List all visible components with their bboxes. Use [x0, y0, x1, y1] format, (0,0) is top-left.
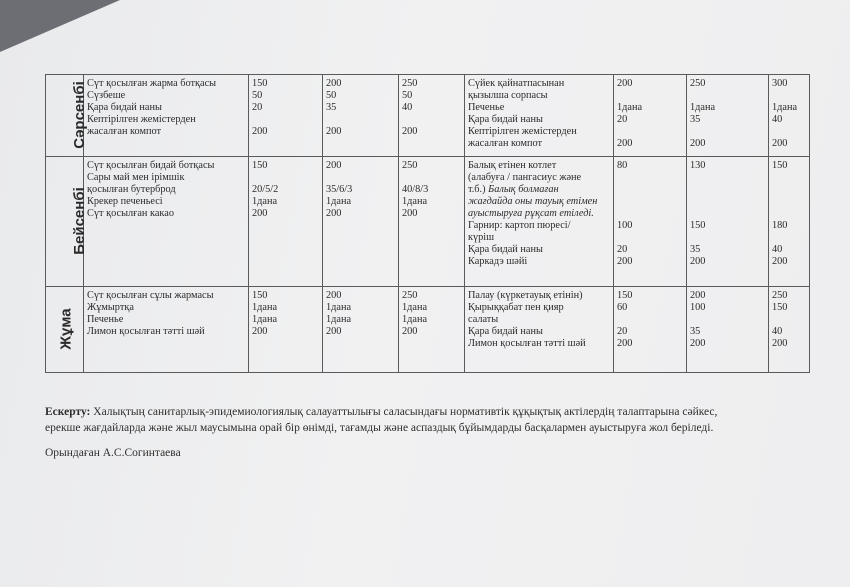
lunch-portion-3-cell — [769, 287, 810, 373]
lunch-portion-2-line: 1дана — [690, 102, 716, 113]
lunch-portion-3-line — [772, 90, 806, 102]
breakfast-portion-1-line: 20/5/2 — [252, 184, 279, 195]
breakfast-portion-3-line: 1дана — [402, 314, 428, 325]
lunch-portion-1-line: 200 — [617, 78, 633, 89]
breakfast-portion-2-line: 200 — [326, 78, 342, 89]
breakfast-portion-1-line — [252, 114, 319, 126]
lunch-items-line: Сүйек қайнатпасынан — [468, 78, 565, 89]
breakfast-portion-3-line: 40 — [402, 102, 413, 113]
lunch-items-line: (алабуға / пангасиус және — [468, 172, 582, 183]
breakfast-portion-3-line: 250 — [402, 160, 418, 171]
lunch-portion-1-line: 80 — [617, 160, 628, 171]
breakfast-portion-2-line: 35/6/3 — [326, 184, 353, 195]
lunch-portion-1-line: 200 — [617, 138, 633, 149]
breakfast-portion-3-line — [402, 114, 461, 126]
breakfast-portion-3-line: 50 — [402, 90, 413, 101]
lunch-items-line: жасалған компот — [468, 138, 543, 149]
breakfast-portion-2-line — [326, 172, 395, 184]
breakfast-portion-2-line: 200 — [326, 160, 342, 171]
day-label: Бейсенбі — [70, 186, 88, 255]
lunch-portion-3-line — [772, 208, 806, 220]
breakfast-portion-2-line: 200 — [326, 326, 342, 337]
lunch-portion-2-line: 35 — [690, 114, 701, 125]
breakfast-portion-3-line: 40/8/3 — [402, 184, 429, 195]
note-text-line2: ерекше жағдайларда және жыл маусымына орай бір өнімді, тағамды және аспаздық бұйымдарды басқалармен ауыстыруға жол беріледі. — [45, 422, 714, 434]
lunch-portion-2-line — [690, 172, 765, 184]
lunch-portion-2-line: 200 — [690, 338, 706, 349]
breakfast-portion-2-line: 1дана — [326, 314, 352, 325]
lunch-portion-3-line: 200 — [772, 338, 788, 349]
lunch-portion-3-line: 250 — [772, 290, 788, 301]
lunch-portion-2-line — [690, 126, 765, 138]
breakfast-portion-2-line — [326, 114, 395, 126]
breakfast-portion-3-line: 200 — [402, 126, 418, 137]
lunch-portion-1-line: 150 — [617, 290, 633, 301]
lunch-portion-1-cell — [614, 157, 687, 287]
breakfast-portion-3-line: 250 — [402, 78, 418, 89]
lunch-portion-1-line: 200 — [617, 256, 633, 267]
breakfast-items-line: Қара бидай наны — [87, 102, 162, 113]
lunch-portion-2-line — [690, 314, 765, 326]
lunch-portion-3-line — [772, 184, 806, 196]
note-text-line1: Халықтың санитарлық-эпидемиологиялық салауаттылығы саласындағы нормативтік құқықтық актілердің талаптарына сәйкес, — [90, 406, 718, 418]
breakfast-items-line: Сүзбеше — [87, 90, 126, 101]
breakfast-items-line: Кептірілген жемістерден — [87, 114, 196, 125]
lunch-portion-1-line — [617, 90, 683, 102]
lunch-portion-2-line: 150 — [690, 220, 706, 231]
lunch-portion-2-line: 200 — [690, 138, 706, 149]
breakfast-items-line: Жұмыртқа — [87, 302, 134, 313]
lunch-portion-3-cell — [769, 75, 810, 157]
breakfast-portion-2-cell — [323, 75, 399, 157]
breakfast-portion-3-cell — [399, 157, 465, 287]
table-row — [46, 75, 810, 157]
breakfast-portion-2-line: 200 — [326, 208, 342, 219]
breakfast-portion-1-line: 1дана — [252, 302, 278, 313]
lunch-items-line: жағдайда оны тауық етімен — [468, 196, 598, 207]
day-cell — [46, 287, 84, 373]
breakfast-portion-1-line: 200 — [252, 208, 268, 219]
lunch-items-cell — [465, 157, 614, 287]
lunch-portion-3-line: 200 — [772, 256, 788, 267]
lunch-portion-3-line: 40 — [772, 326, 783, 337]
menu-table — [45, 74, 810, 373]
breakfast-items-line: жасалған компот — [87, 126, 162, 137]
lunch-items-line: Каркадэ шәйі — [468, 256, 528, 267]
breakfast-portion-1-line: 1дана — [252, 196, 278, 207]
breakfast-portion-2-cell — [323, 157, 399, 287]
lunch-portion-3-line: 1дана — [772, 102, 798, 113]
executor-signature: Орындаған А.С.Согинтаева — [45, 447, 181, 459]
breakfast-portion-2-line: 1дана — [326, 196, 352, 207]
lunch-portion-2-line: 200 — [690, 256, 706, 267]
italic-fragment: Балық болмаған — [485, 184, 559, 195]
lunch-portion-1-line — [617, 314, 683, 326]
lunch-portion-2-line: 35 — [690, 244, 701, 255]
lunch-items-line: Лимон қосылған тәтті шәй — [468, 338, 586, 349]
breakfast-items-line: Печенье — [87, 314, 124, 325]
lunch-portion-1-line — [617, 232, 683, 244]
breakfast-items-line: Сары май мен ірімшік — [87, 172, 185, 183]
breakfast-portion-3-line: 250 — [402, 290, 418, 301]
lunch-portion-2-line: 35 — [690, 326, 701, 337]
breakfast-portion-1-cell — [249, 75, 323, 157]
lunch-items-line: т.б.) Балық болмаған — [468, 184, 559, 195]
lunch-portion-3-line: 40 — [772, 114, 783, 125]
breakfast-portion-2-line: 200 — [326, 126, 342, 137]
breakfast-portion-3-cell — [399, 287, 465, 373]
breakfast-portion-3-line: 200 — [402, 208, 418, 219]
breakfast-items-line: Сүт қосылған какао — [87, 208, 174, 219]
lunch-portion-3-line — [772, 172, 806, 184]
lunch-items-line: Печенье — [468, 102, 505, 113]
lunch-portion-3-line — [772, 232, 806, 244]
lunch-portion-2-line — [690, 208, 765, 220]
breakfast-portion-2-line: 35 — [326, 102, 337, 113]
lunch-portion-2-cell — [687, 157, 769, 287]
lunch-portion-1-line — [617, 126, 683, 138]
lunch-portion-2-line — [690, 90, 765, 102]
breakfast-portion-3-line: 1дана — [402, 196, 428, 207]
breakfast-portion-3-line: 200 — [402, 326, 418, 337]
lunch-items-line: күріш — [468, 232, 495, 243]
breakfast-portion-3-line: 1дана — [402, 302, 428, 313]
lunch-portion-1-cell — [614, 75, 687, 157]
breakfast-portion-2-line: 200 — [326, 290, 342, 301]
lunch-portion-1-line — [617, 184, 683, 196]
breakfast-portion-3-cell — [399, 75, 465, 157]
lunch-portion-1-cell — [614, 287, 687, 373]
lunch-portion-3-cell — [769, 157, 810, 287]
breakfast-portion-1-line — [252, 172, 319, 184]
lunch-portion-2-line: 250 — [690, 78, 706, 89]
table-row — [46, 287, 810, 373]
lunch-items-line: қызылша сорпасы — [468, 90, 548, 101]
lunch-portion-2-line — [690, 196, 765, 208]
lunch-portion-3-line — [772, 126, 806, 138]
lunch-portion-3-line: 150 — [772, 302, 788, 313]
breakfast-items-cell — [84, 287, 249, 373]
lunch-items-line: салаты — [468, 314, 499, 325]
lunch-items-cell — [465, 287, 614, 373]
breakfast-portion-1-line: 150 — [252, 290, 268, 301]
lunch-portion-1-line: 20 — [617, 114, 628, 125]
breakfast-items-cell — [84, 75, 249, 157]
lunch-items-line: Балық етінен котлет — [468, 160, 557, 171]
lunch-items-line: Қара бидай наны — [468, 326, 543, 337]
breakfast-portion-1-line: 150 — [252, 160, 268, 171]
breakfast-portion-2-line: 50 — [326, 90, 337, 101]
lunch-items-line: Қырыққабат пен қияр — [468, 302, 564, 313]
lunch-portion-1-line: 20 — [617, 326, 628, 337]
lunch-portion-2-line — [690, 184, 765, 196]
day-cell — [46, 75, 88, 157]
breakfast-portion-3-line — [402, 172, 461, 184]
note-label: Ескерту: — [45, 406, 91, 418]
lunch-portion-1-line — [617, 208, 683, 220]
breakfast-items-line: Лимон қосылған тәтті шәй — [87, 326, 205, 337]
lunch-portion-2-line — [690, 232, 765, 244]
lunch-portion-1-line: 20 — [617, 244, 628, 255]
breakfast-portion-1-cell — [249, 287, 323, 373]
breakfast-items-line: Сүт қосылған жарма ботқасы — [87, 78, 217, 89]
lunch-portion-1-line — [617, 196, 683, 208]
lunch-portion-3-line: 300 — [772, 78, 788, 89]
lunch-items-line: ауыстыруға рұқсат етіледі. — [468, 208, 594, 219]
breakfast-portion-1-line: 200 — [252, 126, 268, 137]
day-label: Сәрсенбі — [70, 80, 88, 149]
lunch-portion-3-line — [772, 196, 806, 208]
lunch-items-cell — [465, 75, 614, 157]
breakfast-portion-1-line: 1дана — [252, 314, 278, 325]
breakfast-items-cell — [84, 157, 249, 287]
lunch-items-line: Қара бидай наны — [468, 114, 543, 125]
lunch-portion-1-line — [617, 172, 683, 184]
day-cell — [46, 157, 88, 287]
lunch-portion-3-line: 180 — [772, 220, 788, 231]
breakfast-portion-2-cell — [323, 287, 399, 373]
lunch-items-line: Палау (күркетауық етінін) — [468, 290, 583, 301]
lunch-portion-1-line: 100 — [617, 220, 633, 231]
breakfast-portion-2-line: 1дана — [326, 302, 352, 313]
breakfast-portion-1-line: 150 — [252, 78, 268, 89]
lunch-portion-2-cell — [687, 75, 769, 157]
lunch-items-line: Гарнир: картоп пюресі/ — [468, 220, 571, 231]
breakfast-portion-1-line: 50 — [252, 90, 263, 101]
table-row — [46, 157, 810, 287]
lunch-portion-2-cell — [687, 287, 769, 373]
breakfast-portion-1-cell — [249, 157, 323, 287]
note — [45, 404, 825, 436]
lunch-portion-2-line: 100 — [690, 302, 706, 313]
lunch-portion-1-line: 200 — [617, 338, 633, 349]
lunch-portion-3-line: 150 — [772, 160, 788, 171]
breakfast-items-line: Сүт қосылған бидай ботқасы — [87, 160, 215, 171]
lunch-items-line: Кептірілген жемістерден — [468, 126, 577, 137]
lunch-portion-1-line: 1дана — [617, 102, 643, 113]
day-label: Жұма — [57, 307, 75, 350]
lunch-portion-3-line: 40 — [772, 244, 783, 255]
lunch-portion-1-line: 60 — [617, 302, 628, 313]
breakfast-items-line: Сүт қосылған сұлы жармасы — [87, 290, 214, 301]
lunch-portion-2-line: 130 — [690, 160, 706, 171]
breakfast-portion-1-line: 200 — [252, 326, 268, 337]
lunch-portion-2-line: 200 — [690, 290, 706, 301]
breakfast-items-line: қосылған бутерброд — [87, 184, 176, 195]
breakfast-items-line: Крекер печеньесі — [87, 196, 163, 207]
breakfast-portion-1-line: 20 — [252, 102, 263, 113]
lunch-portion-3-line: 200 — [772, 138, 788, 149]
lunch-portion-3-line — [772, 314, 806, 326]
lunch-items-line: Қара бидай наны — [468, 244, 543, 255]
